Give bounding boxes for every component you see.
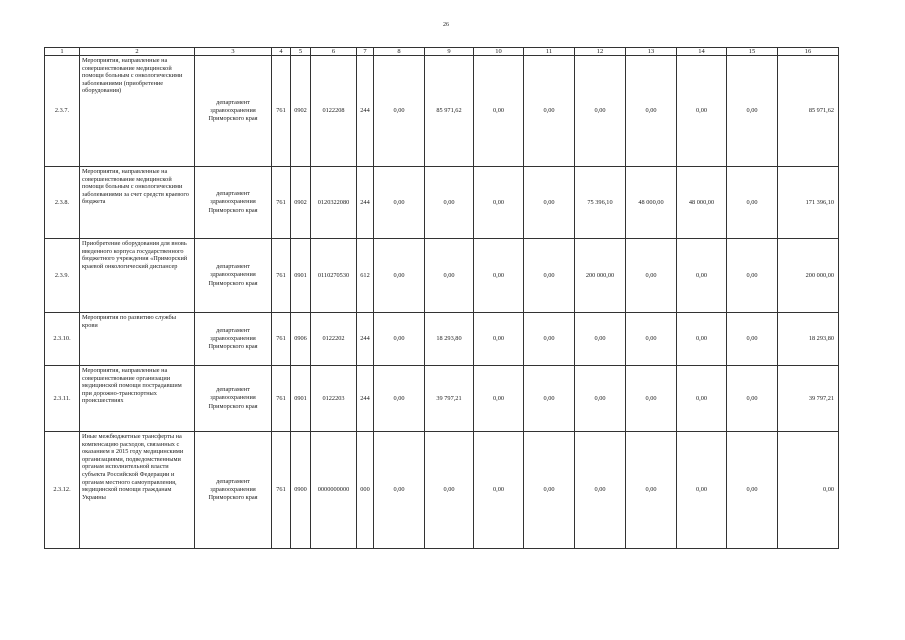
year-2020-cell: 0,00 [727,56,778,167]
year-2014-cell: 0,00 [425,432,474,549]
year-2014-cell: 0,00 [425,239,474,313]
year-2015-cell: 0,00 [474,432,524,549]
total-cell: 171 396,10 [778,167,839,239]
target-code-cell: 0110270530 [311,239,357,313]
year-2019-cell: 0,00 [677,432,727,549]
year-2013-cell: 0,00 [374,239,425,313]
expense-type-cell: 244 [357,56,374,167]
table-row [45,313,839,366]
department-cell: департамент здравоохранения Приморского края [195,167,272,239]
description-cell: Приобретение оборудования для вновь введенного корпуса государственного бюджетного учреждения «Приморский краевой онкологический диспансер [80,239,195,313]
year-2019-cell: 0,00 [677,239,727,313]
gr-code-cell: 761 [272,313,291,366]
table-row [45,239,839,313]
section-code-cell: 0900 [291,432,311,549]
target-code-cell: 0122208 [311,56,357,167]
table-row [45,432,839,549]
description-cell: Мероприятия, направленные на совершенствование медицинской помощи больным с онкологическими заболеваниями за счет средств краевого бюджета [80,167,195,239]
header-cell: 13 [626,48,677,56]
year-2014-cell: 85 971,62 [425,56,474,167]
header-cell: 15 [727,48,778,56]
year-2013-cell: 0,00 [374,167,425,239]
year-2019-cell: 48 000,00 [677,167,727,239]
budget-table [44,47,839,549]
description-cell: Мероприятия, направленные на совершенствование организации медицинской помощи пострадавшим при дорожно-транспортных происшествиях [80,366,195,432]
table-row [45,56,839,167]
year-2015-cell: 0,00 [474,167,524,239]
department-cell: департамент здравоохранения Приморского края [195,432,272,549]
year-2016-cell: 0,00 [524,432,575,549]
section-code-cell: 0901 [291,366,311,432]
expense-type-cell: 244 [357,313,374,366]
year-2014-cell: 18 293,80 [425,313,474,366]
year-2013-cell: 0,00 [374,56,425,167]
year-2018-cell: 0,00 [626,239,677,313]
section-code-cell: 0906 [291,313,311,366]
year-2013-cell: 0,00 [374,366,425,432]
header-cell: 7 [357,48,374,56]
year-2018-cell: 48 000,00 [626,167,677,239]
header-row [45,48,839,56]
year-2016-cell: 0,00 [524,56,575,167]
gr-code-cell: 761 [272,56,291,167]
header-cell: 9 [425,48,474,56]
header-cell: 2 [80,48,195,56]
row-number: 2.3.8. [45,167,80,239]
year-2017-cell: 0,00 [575,432,626,549]
year-2020-cell: 0,00 [727,167,778,239]
section-code-cell: 0901 [291,239,311,313]
year-2014-cell: 0,00 [425,167,474,239]
total-cell: 85 971,62 [778,56,839,167]
expense-type-cell: 244 [357,366,374,432]
gr-code-cell: 761 [272,432,291,549]
header-cell: 4 [272,48,291,56]
total-cell: 18 293,80 [778,313,839,366]
year-2017-cell: 0,00 [575,366,626,432]
year-2016-cell: 0,00 [524,366,575,432]
row-number: 2.3.7. [45,56,80,167]
header-cell: 6 [311,48,357,56]
gr-code-cell: 761 [272,167,291,239]
header-cell: 11 [524,48,575,56]
gr-code-cell: 761 [272,366,291,432]
total-cell: 0,00 [778,432,839,549]
row-number: 2.3.9. [45,239,80,313]
year-2014-cell: 39 797,21 [425,366,474,432]
year-2015-cell: 0,00 [474,56,524,167]
row-number: 2.3.10. [45,313,80,366]
total-cell: 200 000,00 [778,239,839,313]
year-2017-cell: 75 396,10 [575,167,626,239]
year-2015-cell: 0,00 [474,239,524,313]
header-cell: 16 [778,48,839,56]
year-2015-cell: 0,00 [474,313,524,366]
header-cell: 3 [195,48,272,56]
table-row [45,167,839,239]
year-2017-cell: 0,00 [575,313,626,366]
department-cell: департамент здравоохранения Приморского края [195,239,272,313]
expense-type-cell: 612 [357,239,374,313]
header-cell: 1 [45,48,80,56]
year-2020-cell: 0,00 [727,366,778,432]
header-cell: 12 [575,48,626,56]
section-code-cell: 0902 [291,56,311,167]
year-2017-cell: 200 000,00 [575,239,626,313]
row-number: 2.3.11. [45,366,80,432]
total-cell: 39 797,21 [778,366,839,432]
year-2013-cell: 0,00 [374,432,425,549]
department-cell: департамент здравоохранения Приморского края [195,56,272,167]
header-cell: 8 [374,48,425,56]
header-cell: 10 [474,48,524,56]
target-code-cell: 0122203 [311,366,357,432]
year-2019-cell: 0,00 [677,366,727,432]
year-2015-cell: 0,00 [474,366,524,432]
header-cell: 14 [677,48,727,56]
year-2020-cell: 0,00 [727,432,778,549]
expense-type-cell: 244 [357,167,374,239]
row-number: 2.3.12. [45,432,80,549]
description-cell: Мероприятия по развитию службы крови [80,313,195,366]
year-2016-cell: 0,00 [524,313,575,366]
year-2017-cell: 0,00 [575,56,626,167]
year-2018-cell: 0,00 [626,313,677,366]
department-cell: департамент здравоохранения Приморского края [195,313,272,366]
section-code-cell: 0902 [291,167,311,239]
year-2019-cell: 0,00 [677,313,727,366]
department-cell: департамент здравоохранения Приморского края [195,366,272,432]
gr-code-cell: 761 [272,239,291,313]
description-cell: Иные межбюджетные трансферты на компенсацию расходов, связанных с оказанием в 2015 году медицинскими организациями, подведомственными органам исполнительной власти субъекта Российской Федерации и органам местного самоуправления, медицинской помощи гражданам Украины [80,432,195,549]
page-number: 26 [443,22,449,28]
year-2020-cell: 0,00 [727,313,778,366]
year-2016-cell: 0,00 [524,239,575,313]
year-2016-cell: 0,00 [524,167,575,239]
year-2013-cell: 0,00 [374,313,425,366]
expense-type-cell: 000 [357,432,374,549]
target-code-cell: 0000000000 [311,432,357,549]
target-code-cell: 0120322080 [311,167,357,239]
year-2018-cell: 0,00 [626,432,677,549]
year-2018-cell: 0,00 [626,56,677,167]
year-2019-cell: 0,00 [677,56,727,167]
description-cell: Мероприятия, направленные на совершенствование медицинской помощи больным с онкологическими заболеваниями (приобретение оборудования) [80,56,195,167]
table-row [45,366,839,432]
target-code-cell: 0122202 [311,313,357,366]
year-2018-cell: 0,00 [626,366,677,432]
header-cell: 5 [291,48,311,56]
year-2020-cell: 0,00 [727,239,778,313]
